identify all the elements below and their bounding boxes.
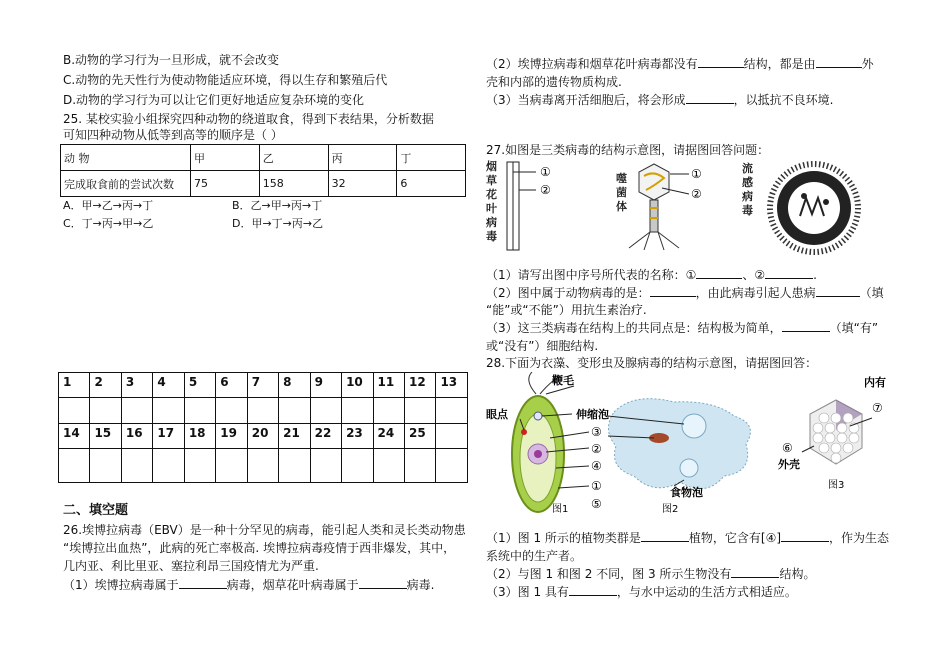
q26-part1-blank1[interactable]: [179, 577, 227, 589]
answer-grid-number-row: [59, 424, 468, 449]
q26-part3-blank[interactable]: [686, 92, 734, 104]
q28-organism-figure: [484, 372, 894, 514]
answer-number: 20: [247, 424, 278, 449]
q25-stem-line2: 可知四种动物从低等到高等的顺序是（ ）: [63, 128, 283, 142]
answer-cell[interactable]: [59, 398, 90, 424]
answer-cell[interactable]: [184, 449, 215, 483]
answer-number: 7: [247, 373, 278, 398]
q26-part1-text-b: 病毒，烟草花叶病毒属于: [226, 578, 359, 592]
q26-stem-line2: “埃博拉出血热”，此病的死亡率极高. 埃博拉病毒疫情于西非爆发，其中，: [63, 541, 456, 555]
svg-text:草: 草: [486, 174, 497, 187]
answer-number: 25: [404, 424, 435, 449]
table-cell: 6: [397, 171, 466, 197]
table-cell: 32: [328, 171, 397, 197]
fig1-caption: 图1: [552, 504, 569, 514]
q26-part3-text-b: ，以抵抗不良环境.: [733, 93, 834, 107]
answer-grid-blank-row: [59, 449, 468, 483]
q27-title: 27.如图是三类病毒的结构示意图，请据图回答问题：: [486, 143, 770, 157]
table-header-cell: 动 物: [61, 145, 191, 171]
q28-part1: [486, 530, 889, 546]
q25-option-a: A．甲→乙→丙→丁: [63, 199, 154, 212]
amoeba-drawing: [608, 399, 750, 489]
answer-cell[interactable]: [436, 398, 468, 424]
svg-text:叶: 叶: [486, 202, 497, 215]
svg-text:毒: 毒: [486, 230, 497, 243]
answer-number: 22: [310, 424, 341, 449]
q26-part1-text-a: （1）埃博拉病毒属于: [63, 578, 179, 592]
answer-number: 11: [373, 373, 404, 398]
fig3-caption: 图3: [828, 480, 845, 491]
svg-text:毒: 毒: [742, 204, 753, 217]
answer-grid-number-row: [59, 373, 468, 398]
q27-part2-text-b: ，由此病毒引起人患病: [695, 286, 816, 300]
answer-cell[interactable]: [216, 398, 247, 424]
q27-part1-text-b: 、②: [742, 268, 766, 282]
answer-number: 2: [90, 373, 121, 398]
answer-number: 15: [90, 424, 121, 449]
svg-text:病: 病: [486, 216, 497, 229]
tobacco-callout-2: ②: [540, 183, 551, 197]
label-eyespot: 眼点: [486, 408, 508, 421]
answer-number: 13: [436, 373, 468, 398]
answer-number: 1: [59, 373, 90, 398]
table-header-cell: 甲: [191, 145, 260, 171]
svg-text:花: 花: [486, 188, 497, 201]
svg-text:病: 病: [742, 190, 753, 203]
answer-cell[interactable]: [404, 449, 435, 483]
q26-part3-text-a: （3）当病毒离开活细胞后，将会形成: [486, 93, 686, 107]
answer-number: 9: [310, 373, 341, 398]
answer-number: 5: [184, 373, 215, 398]
chlamydomonas-drawing: [512, 372, 589, 512]
q25-data-table: [60, 144, 466, 197]
answer-cell[interactable]: [310, 398, 341, 424]
q27-part3-cont: 或“没有”）细胞结构.: [486, 339, 599, 353]
callout-4: ④: [591, 459, 602, 473]
label-food-vacuole: 食物泡: [670, 486, 703, 499]
q26-part2-blank2[interactable]: [816, 56, 862, 68]
q27-part1: [486, 267, 817, 283]
q26-part3: [486, 92, 833, 108]
q27-part3-text-b: （填“有”: [829, 321, 879, 335]
fig2-caption: 图2: [662, 504, 679, 514]
answer-cell[interactable]: [59, 449, 90, 483]
q28-part3-blank[interactable]: [569, 584, 617, 596]
answer-cell[interactable]: [373, 449, 404, 483]
answer-number: 6: [216, 373, 247, 398]
tobacco-virus-drawing: [507, 162, 536, 250]
svg-text:感: 感: [742, 176, 753, 189]
label-shell: 外壳: [778, 458, 800, 471]
q28-part2: [486, 566, 815, 582]
q28-part1-cont: 系统中的生产者。: [486, 549, 583, 563]
table-header-cell: 乙: [259, 145, 328, 171]
tobacco-callout-1: ①: [540, 165, 551, 179]
answer-cell[interactable]: [436, 449, 468, 483]
callout-5: ⑤: [591, 497, 602, 511]
q28-part2-text-b: 结构。: [779, 567, 816, 581]
q27-part2: [486, 285, 884, 301]
label-contractile-vacuole: 伸缩泡: [576, 408, 609, 421]
q28-part1-text-b: 植物，它含有[④]: [688, 531, 782, 545]
q27-part2-blank2[interactable]: [816, 285, 860, 297]
phage-callout-1: ①: [691, 167, 702, 181]
q28-part3: [486, 584, 797, 600]
flu-virus-drawing: [770, 164, 858, 252]
callout-3: ③: [591, 425, 602, 439]
q28-title: 28.下面为衣藻、变形虫及腺病毒的结构示意图，请据图回答：: [486, 356, 818, 370]
answer-number: 19: [216, 424, 247, 449]
answer-cell[interactable]: [342, 449, 373, 483]
q25-stem-line1: 25. 某校实验小组探究四种动物的绕道取食，得到下表结果，分析数据: [63, 112, 434, 126]
answer-number: 12: [404, 373, 435, 398]
answer-cell[interactable]: [184, 398, 215, 424]
table-cell: 75: [191, 171, 260, 197]
answer-grid: [58, 372, 468, 483]
q27-virus-figure: [484, 158, 884, 258]
svg-text:烟: 烟: [486, 160, 497, 173]
answer-number: 3: [121, 373, 152, 398]
q27-part1-blank2[interactable]: [765, 267, 813, 279]
svg-text:流: 流: [742, 162, 753, 175]
q27-part1-blank1[interactable]: [696, 267, 742, 279]
answer-number: 16: [121, 424, 152, 449]
answer-number: [436, 424, 468, 449]
svg-text:噬: 噬: [616, 172, 627, 185]
q24-option-b: B.动物的学习行为一旦形成，就不会改变: [63, 53, 280, 67]
q26-part2: [486, 56, 874, 72]
label-inner: 内有: [864, 376, 886, 389]
answer-cell[interactable]: [279, 449, 310, 483]
q26-part2-blank1[interactable]: [698, 56, 744, 68]
answer-number: 10: [342, 373, 373, 398]
q26-part2-text-a: （2）埃博拉病毒和烟草花叶病毒都没有: [486, 57, 698, 71]
q28-part1-blank1[interactable]: [641, 530, 689, 542]
flu-label: [741, 161, 753, 217]
phage-callout-2: ②: [691, 187, 702, 201]
callout-1: ①: [591, 479, 602, 493]
q26-stem-line1: 26.埃博拉病毒（EBV）是一种十分罕见的病毒，能引起人类和灵长类动物患: [63, 523, 466, 537]
q28-part2-blank[interactable]: [731, 566, 779, 578]
answer-number: 23: [342, 424, 373, 449]
q26-part1-blank2[interactable]: [359, 577, 407, 589]
answer-number: 14: [59, 424, 90, 449]
table-header-cell: 丙: [328, 145, 397, 171]
answer-grid-blank-row: [59, 398, 468, 424]
table-header-cell: 丁: [397, 145, 466, 171]
answer-cell[interactable]: [153, 398, 184, 424]
callout-7: ⑦: [872, 401, 883, 415]
q27-part2-cont: “能”或“不能”）用抗生素治疗.: [486, 303, 647, 317]
answer-cell[interactable]: [373, 398, 404, 424]
q27-part3: [486, 320, 878, 336]
answer-cell[interactable]: [90, 398, 121, 424]
q25-option-b: B．乙→甲→丙→丁: [232, 199, 323, 212]
answer-number: 21: [279, 424, 310, 449]
q28-part1-blank2[interactable]: [781, 530, 829, 542]
label-flagellum: 鞭毛: [552, 374, 574, 387]
answer-cell[interactable]: [90, 449, 121, 483]
table-cell: 完成取食前的尝试次数: [61, 171, 191, 197]
answer-cell[interactable]: [247, 398, 278, 424]
answer-cell[interactable]: [153, 449, 184, 483]
q28-part1-text-a: （1）图 1 所示的植物类群是: [486, 531, 641, 545]
phage-label: [616, 171, 627, 213]
phage-drawing: [629, 164, 689, 250]
q26-part2-text-b: 结构，都是由: [743, 57, 816, 71]
q26-part2-cont: 壳和内部的遗传物质构成.: [486, 75, 622, 89]
svg-text:菌: 菌: [616, 186, 627, 199]
q26-part2-text-c: 外: [861, 57, 874, 71]
table-cell: 158: [259, 171, 328, 197]
q28-part3-text-a: （3）图 1 具有: [486, 585, 569, 599]
answer-cell[interactable]: [404, 398, 435, 424]
q27-part1-text-c: .: [813, 268, 817, 282]
callout-2: ②: [591, 442, 602, 456]
answer-number: 4: [153, 373, 184, 398]
q25-option-c: C．丁→丙→甲→乙: [63, 217, 154, 230]
answer-cell[interactable]: [310, 449, 341, 483]
q25-option-d: D．甲→丁→丙→乙: [232, 217, 324, 230]
answer-number: 24: [373, 424, 404, 449]
q27-part2-text-a: （2）图中属于动物病毒的是：: [486, 286, 650, 300]
answer-number: 18: [184, 424, 215, 449]
adenovirus-drawing: [802, 400, 872, 464]
q26-part1: [63, 577, 434, 593]
answer-number: 17: [153, 424, 184, 449]
q24-option-d: D.动物的学习行为可以让它们更好地适应复杂环境的变化: [63, 93, 365, 107]
q27-part3-text-a: （3）这三类病毒在结构上的共同点是：结构极为简单，: [486, 321, 782, 335]
q26-stem-line3: 几内亚、利比里亚、塞拉利昂三国疫情尤为严重.: [63, 559, 319, 573]
answer-cell[interactable]: [216, 449, 247, 483]
q27-part1-text-a: （1）请写出图中序号所代表的名称：①: [486, 268, 697, 282]
callout-6: ⑥: [782, 441, 793, 455]
q27-part2-text-c: （填: [859, 286, 884, 300]
tobacco-label: [485, 159, 498, 243]
answer-number: 8: [279, 373, 310, 398]
answer-cell[interactable]: [247, 449, 278, 483]
q28-part3-text-b: ，与水中运动的生活方式相适应。: [616, 585, 797, 599]
q27-part2-blank1[interactable]: [650, 285, 696, 297]
svg-text:体: 体: [616, 200, 627, 213]
answer-cell[interactable]: [121, 398, 152, 424]
q26-part1-text-c: 病毒.: [406, 578, 435, 592]
q28-part2-text-a: （2）与图 1 和图 2 不同，图 3 所示生物没有: [486, 567, 732, 581]
section-title-fill-in: 二、填空题: [63, 503, 129, 518]
answer-cell[interactable]: [279, 398, 310, 424]
q27-part3-blank[interactable]: [782, 320, 830, 332]
q28-part1-text-c: ，作为生态: [829, 531, 890, 545]
q24-option-c: C.动物的先天性行为使动物能适应环境，得以生存和繁殖后代: [63, 73, 388, 87]
answer-cell[interactable]: [121, 449, 152, 483]
answer-cell[interactable]: [342, 398, 373, 424]
